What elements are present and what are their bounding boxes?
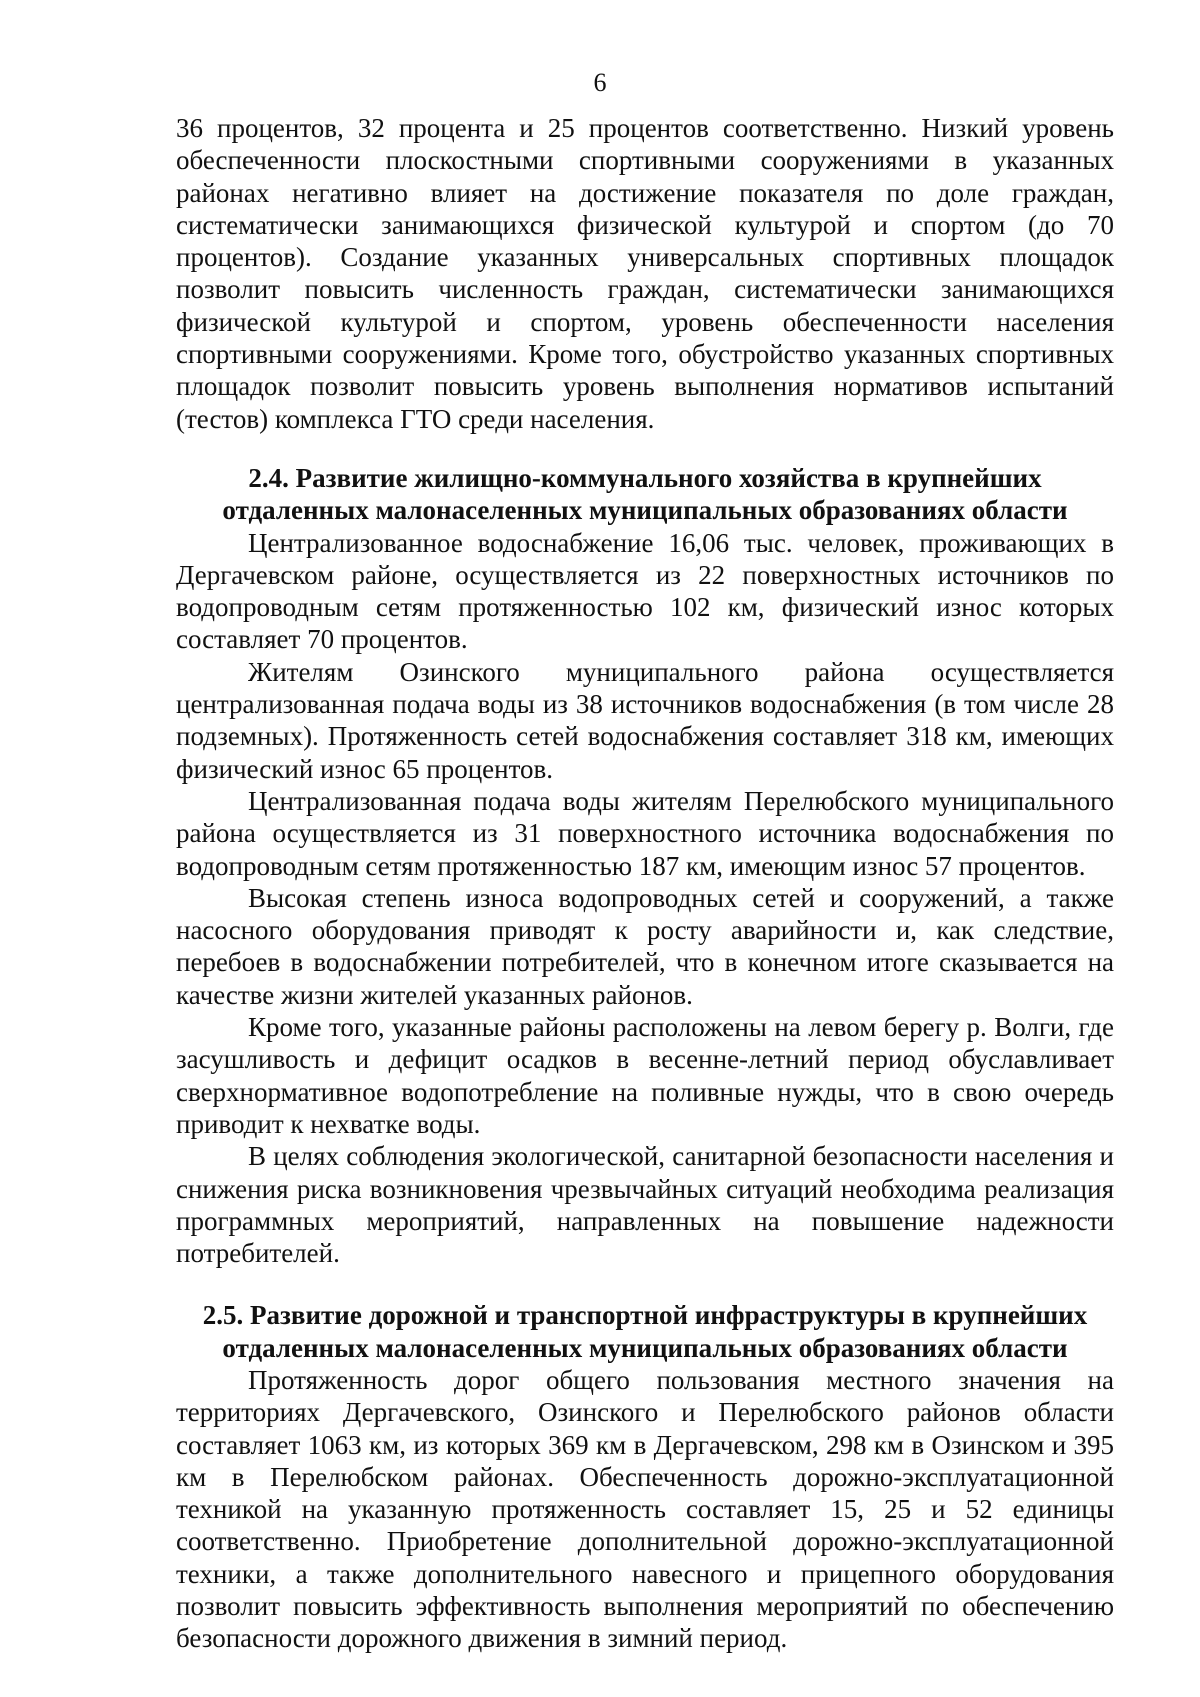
section-2-4-paragraph: Кроме того, указанные районы расположены на левом берегу р. Волги, где засушливость и дефицит осадков в весенне-летний период обуславливает сверхнормативное водопотребление на поливные нужды, что в свою очередь приводит к нехватке воды. <box>176 1012 1114 1139</box>
document-body <box>176 112 1114 1655</box>
intro-paragraph: 36 процентов, 32 процента и 25 процентов соответственно. Низкий уровень обеспеченности плоскостными спортивными сооружениями в указанных районах негативно влияет на достижение показателя по доле граждан, систематически занимающихся физической культурой и спортом (до 70 процентов). Создание указанных универсальных спортивных площадок позволит повысить численность граждан, систематически занимающихся физической культурой и спортом, уровень обеспеченности населения спортивными сооружениями. Кроме того, обустройство указанных спортивных площадок позволит повысить уровень выполнения нормативов испытаний (тестов) комплекса ГТО среди населения. <box>176 113 1114 434</box>
section-2-5-heading-line1: 2.5. Развитие дорожной и транспортной инфраструктуры в крупнейших <box>202 1300 1088 1331</box>
section-2-5-heading-line2: отдаленных малонаселенных муниципальных образованиях области <box>222 1332 1068 1363</box>
section-2-5 <box>176 1299 1114 1654</box>
section-2-4 <box>176 462 1114 1269</box>
section-2-4-paragraph: Централизованная подача воды жителям Перелюбского муниципального района осуществляется из 31 поверхностного источника водоснабжения по водопроводным сетям протяженностью 187 км, имеющим износ 57 процентов. <box>176 785 1114 881</box>
section-2-4-paragraph: Высокая степень износа водопроводных сетей и сооружений, а также насосного оборудования приводят к росту аварийности и, как следствие, перебоев в водоснабжении потребителей, что в конечном итоге сказывается на качестве жизни жителей указанных районов. <box>176 882 1114 1010</box>
section-2-4-heading <box>176 462 1114 527</box>
section-2-4-paragraph: Централизованное водоснабжение 16,06 тыс. человек, проживающих в Дергачевском районе, осуществляется из 22 поверхностных источников по водопроводным сетям протяженностью 102 км, физический износ которых составляет 70 процентов. <box>176 527 1114 655</box>
section-2-4-paragraph: В целях соблюдения экологической, санитарной безопасности населения и снижения риска возникновения чрезвычайных ситуаций необходима реализация программных мероприятий, направленных на повышение надежности потребителей. <box>176 1141 1114 1269</box>
section-2-5-heading <box>176 1299 1114 1364</box>
page-number: 6 <box>593 68 607 97</box>
section-2-5-paragraph: Протяженность дорог общего пользования местного значения на территориях Дергачевского, Озинского и Перелюбского районов области составляет 1063 км, из которых 369 км в Дергачевском, 298 км в Озинском и 395 км в Перелюбском районах. Обеспеченность дорожно-эксплуатационной техникой на указанную протяженность составляет 15, 25 и 52 единицы соответственно. Приобретение дополнительной дорожно-эксплуатационной техники, а также дополнительного навесного и прицепного оборудования позволит повысить эффективность выполнения мероприятий по обеспечению безопасности дорожного движения в зимний период. <box>176 1364 1114 1654</box>
section-2-4-heading-line1: 2.4. Развитие жилищно-коммунального хозяйства в крупнейших <box>248 462 1042 493</box>
section-2-4-paragraph: Жителям Озинского муниципального района осуществляется централизованная подача воды из 38 источников водоснабжения (в том числе 28 подземных). Протяженность сетей водоснабжения составляет 318 км, имеющих физический износ 65 процентов. <box>176 656 1114 784</box>
section-2-4-heading-line2: отдаленных малонаселенных муниципальных образованиях области <box>222 495 1068 526</box>
